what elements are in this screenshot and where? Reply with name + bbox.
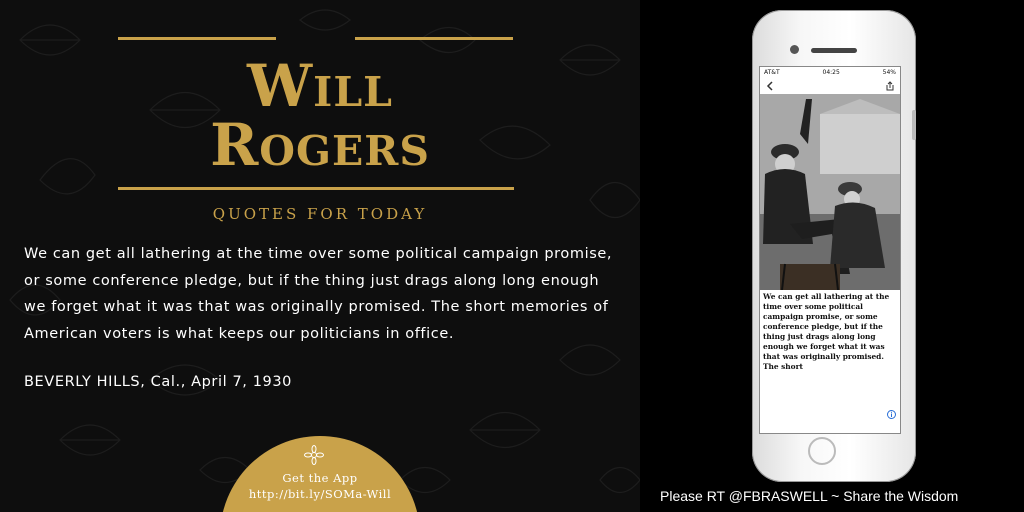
battery-label: 54% (882, 69, 896, 76)
bottom-rule (118, 187, 514, 190)
back-arrow-icon[interactable] (765, 81, 775, 91)
clock: 04:25 (822, 69, 840, 76)
quote-text: We can get all lathering at the time over some political campaign promise, or some conference pledge, but if the thing just drags along long enough we forget what it was that was originally promised. The short memories of American voters is what keeps our politicians in office. (24, 246, 613, 342)
speaker-grille (811, 48, 857, 53)
photo-illustration (760, 94, 900, 290)
historic-photo (760, 94, 900, 290)
quote-source: BEVERLY HILLS, Cal., April 7, 1930 (24, 374, 293, 390)
camera-icon (790, 45, 799, 54)
get-app-label[interactable]: Get the App (282, 471, 358, 485)
subtitle: QUOTES FOR TODAY (212, 205, 428, 223)
phone-side-button (912, 110, 916, 140)
phone-screen (759, 66, 901, 434)
info-icon[interactable] (887, 410, 896, 419)
screen-quote-text: We can get all lathering at the time over some political campaign promise, or some conference pledge, but if the thing just drags along long enough we forget what it was that was originally promised. The short (763, 292, 890, 371)
title-rogers: Rogers (210, 111, 430, 179)
status-bar (760, 67, 900, 78)
title-will: Will (247, 52, 393, 120)
footer-caption: Please RT @FBRASWELL ~ Share the Wisdom (660, 488, 959, 504)
home-button[interactable] (808, 437, 836, 465)
app-nav-bar (760, 78, 900, 94)
get-app-link[interactable]: http://bit.ly/SOMa-Will (248, 487, 392, 501)
carrier-label: AT&T (764, 69, 780, 76)
share-icon[interactable] (885, 81, 895, 91)
flower-icon (304, 445, 324, 465)
top-rule-left (118, 37, 276, 40)
top-rule-right (355, 37, 513, 40)
